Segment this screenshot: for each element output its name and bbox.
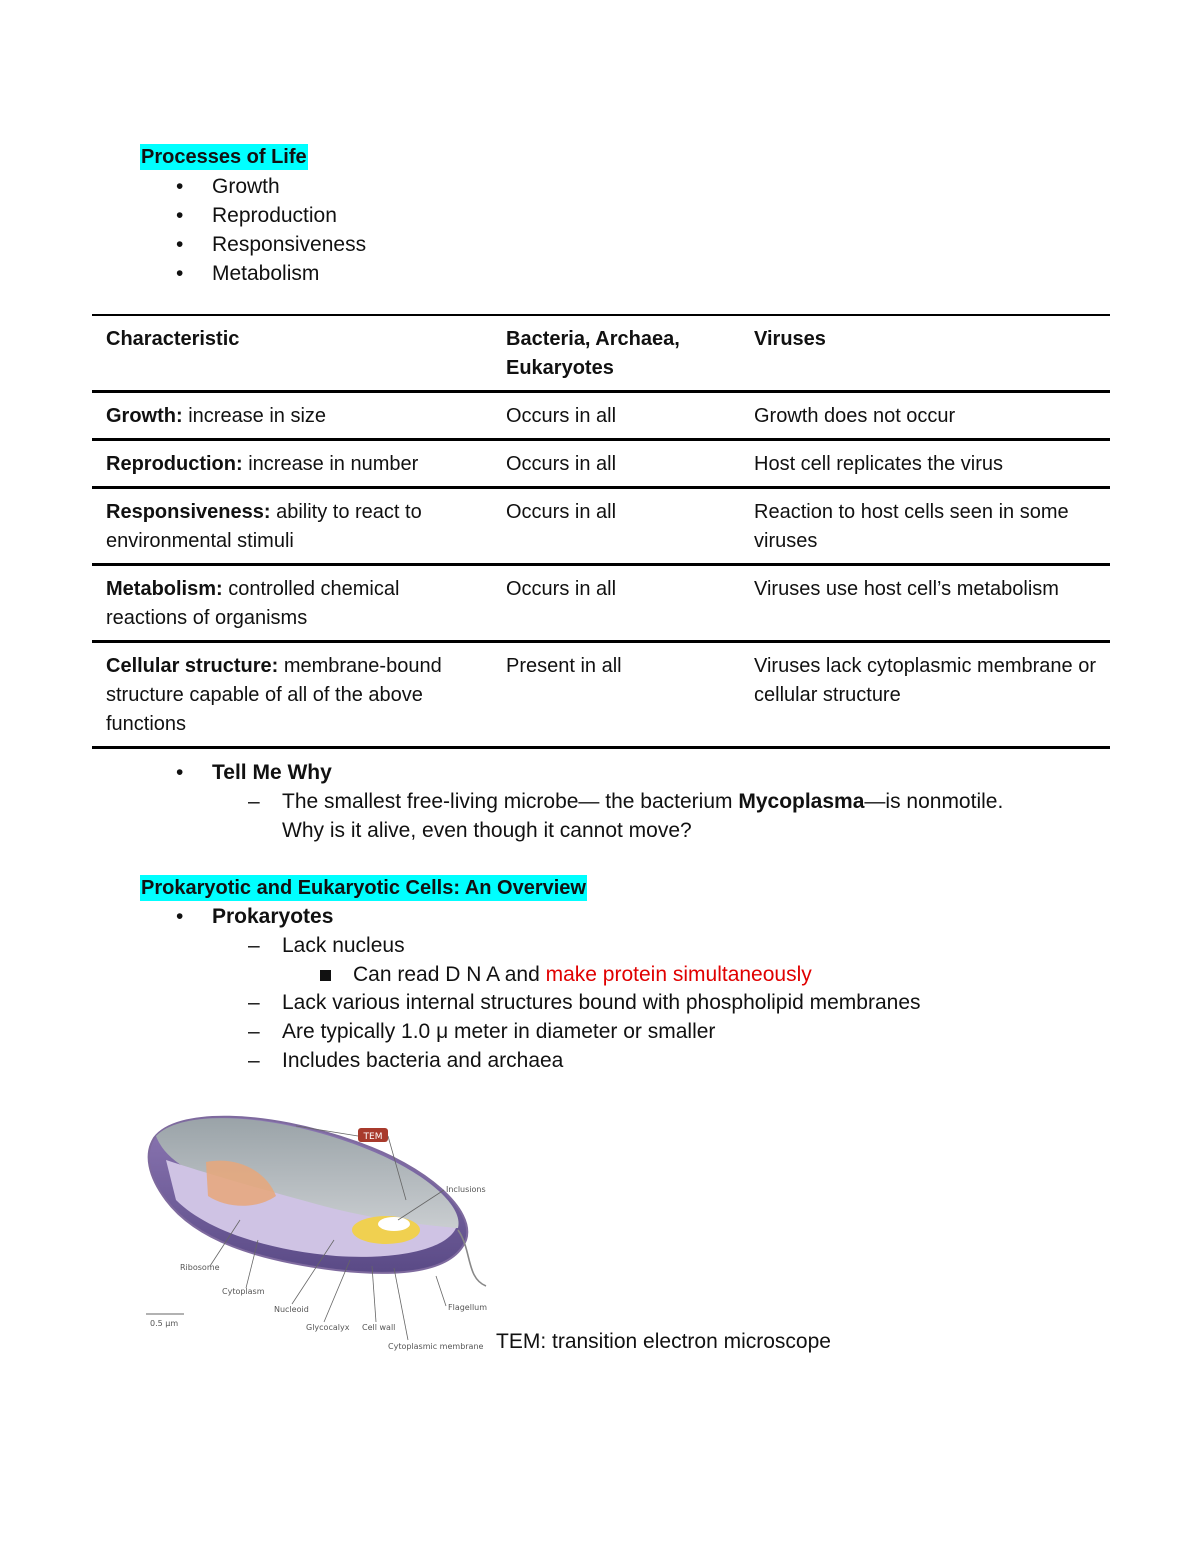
cells-cell: Occurs in all — [506, 578, 617, 600]
figure-caption: TEM: transition electron microscope — [496, 1330, 831, 1353]
prokaryotes-sublist-1 — [246, 931, 405, 960]
label-cytoplasm: Cytoplasm — [222, 1287, 265, 1296]
table-row — [92, 392, 1110, 440]
viruses-cell: Viruses use host cell’s metabolism — [754, 578, 1059, 600]
header-characteristic: Characteristic — [106, 328, 240, 350]
processes-list — [176, 172, 366, 288]
characteristic-cell: Metabolism: controlled chemical reactions of organisms — [106, 578, 400, 629]
tell-me-why-list — [176, 758, 332, 787]
prokaryotic-cell-figure — [136, 1100, 496, 1352]
list-item: – Are typically 1.0 μ meter in diameter or smaller — [246, 1017, 921, 1046]
cells-cell: Occurs in all — [506, 405, 617, 427]
list-item: – The smallest free-living microbe— the bacterium Mycoplasma—is nonmotile. Why is it alive, even though it cannot move? — [246, 787, 1003, 845]
list-item: • Responsiveness — [176, 230, 366, 259]
table-row — [92, 642, 1110, 748]
table-header-row — [92, 315, 1110, 392]
viruses-cell: Growth does not occur — [754, 405, 956, 427]
characteristic-cell: Reproduction: increase in number — [106, 453, 419, 475]
table-row — [92, 565, 1110, 642]
processes-of-life-heading: Processes of Life — [141, 146, 307, 168]
flagellum — [458, 1230, 486, 1286]
characteristic-cell: Cellular structure: membrane-bound structure capable of all of the above functions — [106, 655, 442, 735]
list-item: • Reproduction — [176, 201, 366, 230]
prokaryotic-heading: Prokaryotic and Eukaryotic Cells: An Overview — [141, 877, 586, 899]
label-nucleoid: Nucleoid — [274, 1305, 309, 1314]
label-cellwall: Cell wall — [362, 1323, 396, 1332]
table-row — [92, 488, 1110, 565]
header-viruses: Viruses — [754, 328, 826, 350]
label-inclusions: Inclusions — [446, 1185, 486, 1194]
list-item: – Includes bacteria and archaea — [246, 1046, 921, 1075]
label-glycocalyx: Glycocalyx — [306, 1323, 350, 1332]
prokaryotes-title: • Prokaryotes — [176, 902, 333, 931]
label-flagellum: Flagellum — [448, 1303, 488, 1312]
prokaryotes-sublist-2 — [246, 988, 921, 1075]
characteristic-cell: Responsiveness: ability to react to environmental stimuli — [106, 501, 422, 552]
comparison-table — [92, 314, 1110, 749]
label-membrane: Cytoplasmic membrane — [388, 1342, 484, 1351]
list-item: • Metabolism — [176, 259, 366, 288]
cells-cell: Occurs in all — [506, 453, 617, 475]
label-scale: 0.5 μm — [150, 1319, 179, 1328]
label-ribosome: Ribosome — [180, 1263, 220, 1272]
list-item: – Lack nucleus — [246, 931, 405, 960]
prokaryotes-subsublist — [318, 960, 812, 989]
characteristic-cell: Growth: increase in size — [106, 405, 327, 427]
cells-cell: Present in all — [506, 655, 622, 677]
viruses-cell: Host cell replicates the virus — [754, 453, 1003, 475]
tem-label: TEM — [363, 1132, 383, 1142]
table-row — [92, 440, 1110, 488]
prokaryotes-list — [176, 902, 333, 931]
inclusion-white — [378, 1217, 410, 1231]
viruses-cell: Reaction to host cells seen in some viruses — [754, 501, 1069, 552]
viruses-cell: Viruses lack cytoplasmic membrane or cellular structure — [754, 655, 1096, 706]
list-item: – Lack various internal structures bound with phospholipid membranes — [246, 988, 921, 1017]
list-item: Can read D N A and make protein simultaneously — [318, 960, 812, 989]
cells-cell: Occurs in all — [506, 501, 617, 523]
list-item: • Growth — [176, 172, 366, 201]
tell-me-why-question — [246, 787, 1003, 845]
header-cells: Bacteria, Archaea, Eukaryotes — [506, 328, 680, 379]
tell-me-why-title: • Tell Me Why — [176, 758, 332, 787]
